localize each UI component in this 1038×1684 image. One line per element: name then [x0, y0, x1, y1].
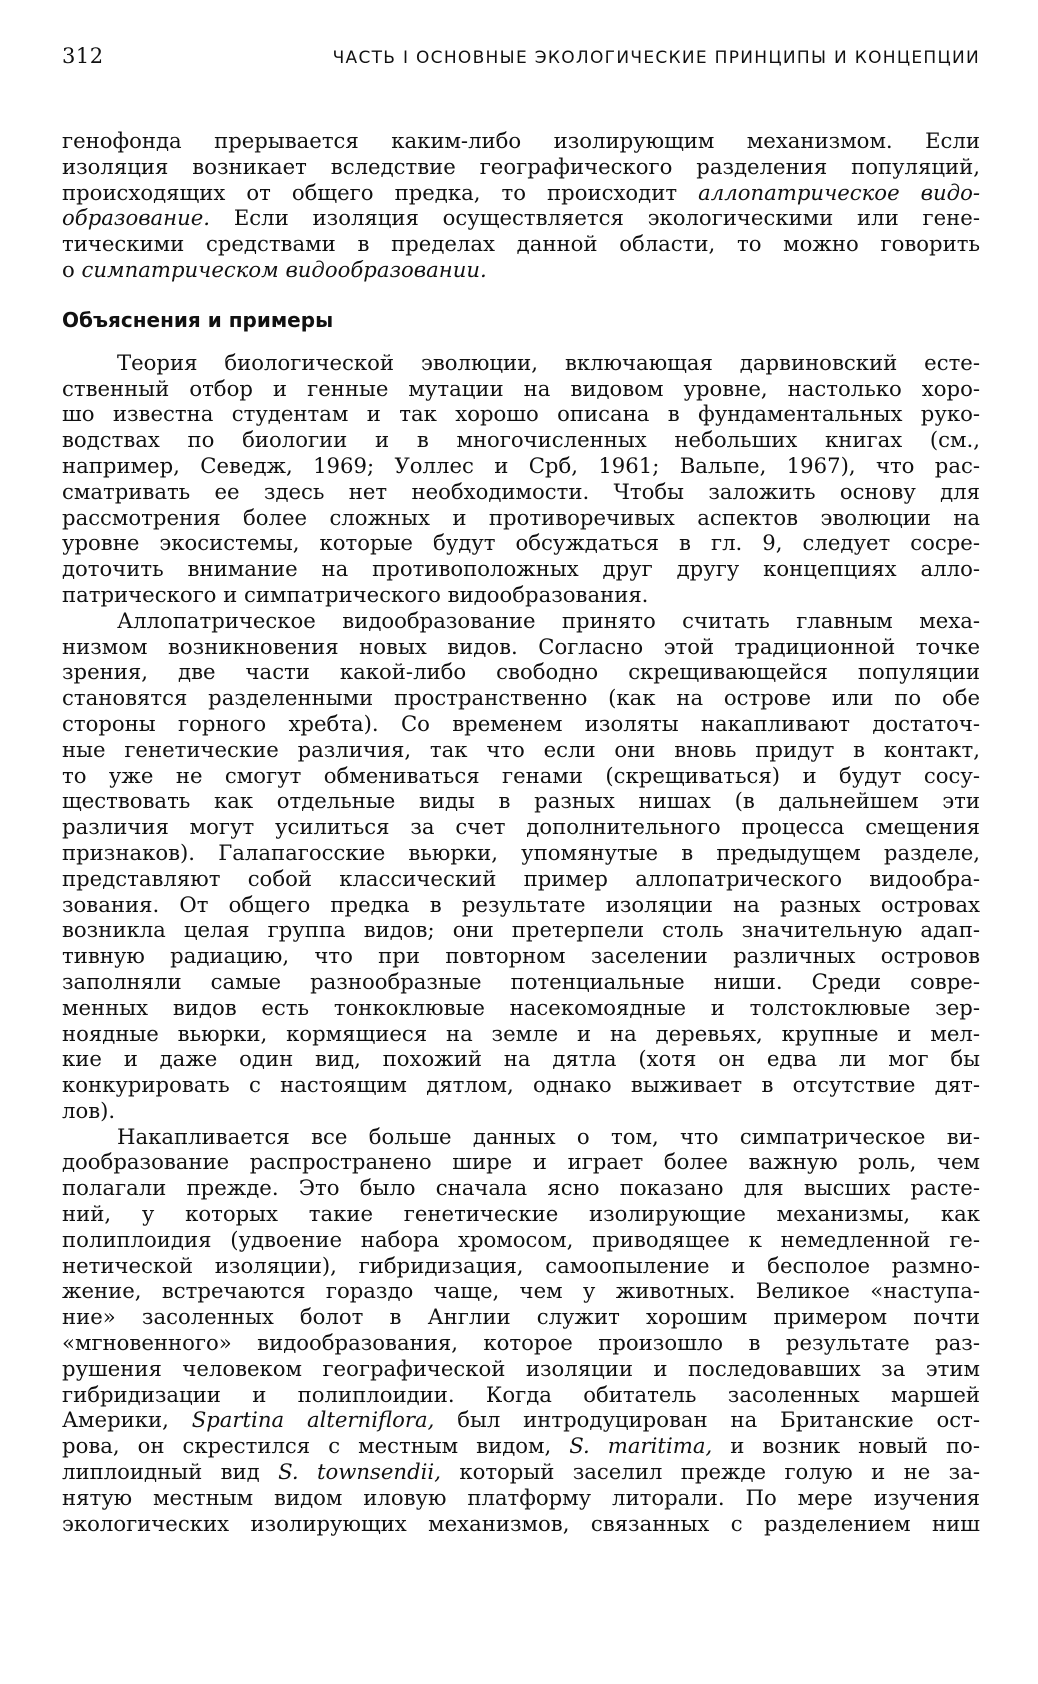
text-line: Теория биологической эволюции, включающая дарвиновский есте-: [117, 349, 980, 375]
text-line: конкурировать с настоящим дятлом, однако выживает в отсутствие дят-: [62, 1072, 980, 1098]
text-line: лов).: [62, 1097, 116, 1123]
paragraph-sympatric: [62, 1124, 980, 1537]
text-line: сматривать ее здесь нет необходимости. Чтобы заложить основу для: [62, 478, 980, 504]
text-line: происходящих от общего предка, то происходит аллопатрическое видо-: [62, 179, 980, 205]
text-line: стороны горного хребта). Со временем изоляты накапливают достаточ-: [62, 710, 980, 736]
text-line: экологических изолирующих механизмов, связанных с разделением ниш: [62, 1510, 980, 1536]
text-line: различия могут усилиться за счет дополнительного процесса смещения: [62, 814, 980, 840]
paragraph-continuation: [62, 128, 980, 283]
text-line: нетической изоляции), гибридизация, самоопыление и бесполое размно-: [62, 1252, 980, 1278]
text-line: генофонда прерывается каким-либо изолирующим механизмом. Если: [62, 128, 980, 153]
text-line: представляют собой классический пример аллопатрического видообра-: [62, 865, 980, 891]
text-line: рова, он скрестился с местным видом, S. maritima, и возник новый по-: [62, 1433, 980, 1459]
text-line: Накапливается все больше данных о том, что симпатрическое ви-: [117, 1123, 980, 1149]
text-line: признаков). Галапагосские вьюрки, упомянутые в предыдущем разделе,: [62, 839, 980, 865]
text-line: «мгновенного» видообразования, которое произошло в результате раз-: [62, 1330, 980, 1356]
page-body: [62, 128, 980, 1536]
text-line: Америки, Spartina alterniflora, был интродуцирован на Британские ост-: [62, 1407, 980, 1433]
species-name: Spartina alterniflora,: [191, 1407, 435, 1433]
text-line: то уже не смогут обмениваться генами (скрещиваться) и будут сосу-: [62, 762, 980, 788]
text-line: о симпатрическом видообразовании.: [62, 256, 487, 282]
text-line: полиплоидия (удвоение набора хромосом, приводящее к немедленной ге-: [62, 1226, 980, 1252]
text-line: полагали прежде. Это было сначала ясно показано для высших расте-: [62, 1175, 980, 1201]
text-line: тивную радиацию, что при повторном заселении различных островов: [62, 943, 980, 969]
page-number: 312: [62, 44, 104, 68]
text-line: жение, встречаются гораздо чаще, чем у животных. Великое «наступа-: [62, 1278, 980, 1304]
page-header: [62, 44, 980, 74]
text-line: зрения, две части какой-либо свободно скрещивающейся популяции: [62, 659, 980, 685]
text-line: образование. Если изоляция осуществляется экологическими или гене-: [62, 205, 980, 231]
text-line: ноядные вьюрки, кормящиеся на земле и на деревьях, крупные и мел-: [62, 1020, 980, 1046]
paragraph-theory: [62, 350, 980, 608]
text-line: тическими средствами в пределах данной области, то можно говорить: [62, 231, 980, 257]
text-line: зования. От общего предка в результате изоляции на разных островах: [62, 891, 980, 917]
text-line: дообразование распространено шире и играет более важную роль, чем: [62, 1149, 980, 1175]
text-line: Аллопатрическое видообразование принято считать главным меха-: [117, 607, 980, 633]
section-heading: Объяснения и примеры: [62, 307, 334, 332]
text-line: кие и даже один вид, похожий на дятла (хотя он едва ли мог бы: [62, 1046, 980, 1072]
text-line: например, Севедж, 1969; Уоллес и Срб, 1961; Вальпе, 1967), что рас-: [62, 452, 980, 478]
text-line: уровне экосистемы, которые будут обсуждаться в гл. 9, следует сосре-: [62, 530, 980, 556]
text-line: ний, у которых такие генетические изолирующие механизмы, как: [62, 1201, 980, 1227]
text-line: рассмотрения более сложных и противоречивых аспектов эволюции на: [62, 504, 980, 530]
text-line: патрического и симпатрического видообразования.: [62, 581, 649, 607]
text-line: заполняли самые разнообразные потенциальные ниши. Среди совре-: [62, 968, 980, 994]
term-allopatric: аллопатрическое видо-: [698, 179, 980, 205]
term-sympatric: симпатрическом видообразовании.: [81, 256, 487, 282]
text-line: липлоидный вид S. townsendii, который заселил прежде голую и не за-: [62, 1459, 980, 1485]
text-line: шо известна студентам и так хорошо описана в фундаментальных руко-: [62, 401, 980, 427]
paragraph-allopatric: [62, 608, 980, 1124]
text-line: водствах по биологии и в многочисленных небольших книгах (см.,: [62, 427, 980, 453]
text-line: низмом возникновения новых видов. Согласно этой традиционной точке: [62, 633, 980, 659]
text-line: ные генетические различия, так что если они вновь придут в контакт,: [62, 736, 980, 762]
text-line: возникла целая группа видов; они претерпели столь значительную адап-: [62, 917, 980, 943]
species-name: S. maritima,: [569, 1433, 713, 1459]
text-line: рушения человеком географической изоляции и последовавших за этим: [62, 1355, 980, 1381]
text-line: доточить внимание на противоположных друг другу концепциях алло-: [62, 556, 980, 582]
text-line: ние» засоленных болот в Англии служит хорошим примером почти: [62, 1304, 980, 1330]
text-line: менных видов есть тонкоклювые насекомоядные и толстоклювые зер-: [62, 994, 980, 1020]
text-line: становятся разделенными пространственно (как на острове или по обе: [62, 685, 980, 711]
running-head: ЧАСТЬ I ОСНОВНЫЕ ЭКОЛОГИЧЕСКИЕ ПРИНЦИПЫ И КОНЦЕПЦИИ: [332, 48, 980, 68]
text-line: нятую местным видом иловую платформу литорали. По мере изучения: [62, 1484, 980, 1510]
text-line: ществовать как отдельные виды в разных нишах (в дальнейшем эти: [62, 788, 980, 814]
text-line: гибридизации и полиплоидии. Когда обитатель засоленных маршей: [62, 1381, 980, 1407]
term-allopatric-cont: образование.: [62, 205, 211, 231]
species-name: S. townsendii,: [278, 1459, 441, 1485]
text-line: изоляция возникает вследствие географического разделения популяций,: [62, 153, 980, 179]
text-line: ственный отбор и генные мутации на видовом уровне, настолько хоро-: [62, 375, 980, 401]
